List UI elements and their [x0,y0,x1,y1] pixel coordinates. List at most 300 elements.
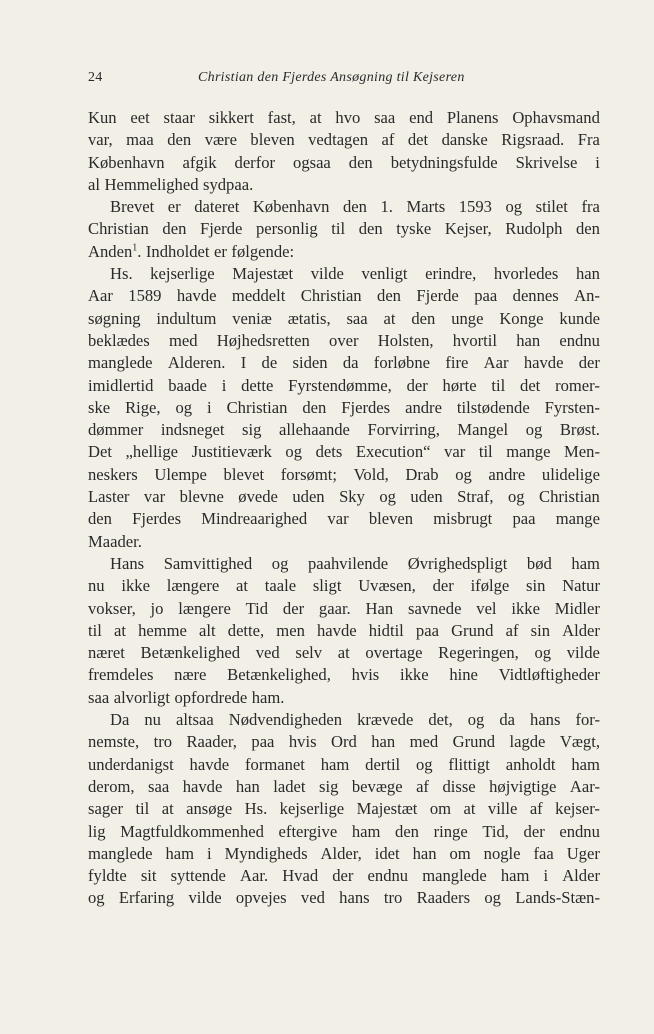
word: Aar- [569,776,600,796]
word: Anden$^1$. [88,241,142,261]
text-line [88,531,600,553]
word: til [331,219,346,239]
word: af [505,620,519,640]
word: men [276,620,305,640]
word: lig [88,821,106,841]
word: Da [110,710,130,730]
word: Vægt, [559,732,600,752]
word: København [88,152,165,172]
word: sligt [312,576,342,596]
word: beklædes [88,330,150,350]
word: af [381,130,395,150]
word: Uger [566,843,600,863]
word: for- [575,710,600,730]
word: saa [88,687,110,707]
word: Hs. [244,799,268,819]
word: siden [292,353,328,373]
word: Betænkelighed, [227,665,331,685]
word: Lands-Stæn- [515,888,600,908]
word: opfordrede [174,687,248,707]
word: hvo [335,108,361,127]
word: anholdt [505,754,556,774]
word: Rige, [125,397,161,417]
word: Samvittighed [163,553,253,573]
word: alvorligt [113,687,170,707]
word: Majestæt [356,799,418,819]
word: hidtil [368,620,404,640]
word: af [416,776,429,796]
word: til [478,442,493,462]
word: og [271,553,289,573]
word: sit [140,866,157,886]
word: disse [442,776,476,796]
word: at [236,576,248,596]
word: taale [264,576,297,596]
word: og [467,710,485,730]
word: og [285,442,302,462]
word: Myndigheds [224,843,308,863]
word: og [379,487,396,507]
word: til [88,620,102,640]
word: altsaa [175,710,214,730]
word: hine [449,665,478,685]
word: derfor [234,152,276,172]
word: end [409,108,434,127]
word: havde [182,776,223,796]
word: Højhedsretten [216,330,310,350]
word: al [88,174,100,194]
word: og [88,888,105,908]
footnote-marker: 1 [132,242,138,254]
text-line [88,285,600,307]
word: fremdeles [88,665,154,685]
word: ham [571,754,600,774]
word: han [235,776,260,796]
word: ham [351,821,381,841]
word: nogle [483,843,521,863]
word: Brøst. [559,420,600,440]
text-line [88,352,600,374]
word: da [499,710,516,730]
word: ham. [251,687,285,707]
word: var [327,509,349,529]
word: endnu [559,330,600,350]
word: Kun [88,108,117,127]
word: „hellige [125,442,179,462]
word: Christian [226,397,288,417]
word: sydpaa. [203,174,254,194]
word: havde [189,754,230,774]
text-line [88,865,600,887]
word: nu [144,710,161,730]
running-title: Christian den Fjerdes Ansøgning til Kejseren [198,70,465,85]
word: var, [88,130,113,150]
text-line [88,196,600,218]
word: Alder [562,866,600,886]
word: havde [523,353,564,373]
word: Grund [452,732,496,752]
word: misbrugt [433,509,493,529]
word: Aar [483,353,509,373]
word: Indholdet [145,241,210,261]
word: saa [346,308,368,328]
word: Drab [405,464,439,484]
text-line [88,575,600,597]
word: om [429,799,452,819]
word: ved [300,888,325,908]
text-line [88,709,600,731]
word: Alderen. [167,353,226,373]
text-line [88,843,600,865]
word: er [167,197,181,217]
word: den [342,197,367,217]
word: Execution“ [355,442,431,462]
word: mange [506,442,551,462]
word: fire [445,353,469,373]
word: saa [374,108,396,127]
word: Fjerde [199,219,243,239]
text-line [88,441,600,463]
word: og [505,197,523,217]
word: var [444,442,466,462]
word: og [534,643,552,663]
word: Rigsraad. [501,130,565,150]
word: Alder, [320,843,362,863]
word: venligt [361,264,408,284]
word: Holsten, [377,330,434,350]
page-header [88,70,600,92]
word: Fjerde [416,286,459,306]
word: uden [292,487,325,507]
word: fyldte [88,866,127,886]
word: Vold, [353,464,389,484]
text-line [88,375,600,397]
word: kejserlige [279,799,345,819]
text-line [88,174,600,196]
word: bleven [250,130,295,150]
word: ringe [433,821,468,841]
word: tro [153,732,173,752]
word: idet [374,843,400,863]
word: hans [530,710,561,730]
word: at [161,799,174,819]
text-line [88,821,600,843]
word: 1589 [128,286,162,306]
word: ham [500,866,530,886]
word: af [529,799,543,819]
word: paa [251,732,275,752]
word: tyske [396,219,432,239]
word: overtage [365,643,423,663]
word: manglede [88,843,153,863]
word: søgning [88,308,141,328]
text-line [88,687,600,709]
word: ikke [511,598,540,618]
word: Betænkelighed [140,643,241,663]
word: han [516,330,541,350]
word: Konge [499,308,544,328]
word: Hans [110,553,145,573]
word: ikke [121,576,150,596]
word: I [240,353,247,373]
word: da [342,353,359,373]
word: Erfaring [118,888,175,908]
word: sikkert [208,108,254,127]
word: forsømt; [280,464,337,484]
word: Aar. [240,866,269,886]
word: Midler [554,598,600,618]
word: den [395,821,419,841]
text-line [88,263,600,285]
word: den [348,152,373,172]
word: Sky [339,487,365,507]
word: sin [526,576,546,596]
word: Raader, [186,732,237,752]
word: fast, [267,108,296,127]
word: nu [88,576,105,596]
word: til [135,799,150,819]
word: Straf, [457,487,494,507]
text-line [88,598,600,620]
word: sager [88,799,124,819]
word: forløbne [373,353,431,373]
text-line [88,308,600,330]
word: hans [339,888,370,908]
word: Majestæt [232,264,294,284]
text-line [88,397,600,419]
word: savnede [408,598,462,618]
word: Ulempe [154,464,207,484]
word: kejser- [555,799,600,819]
word: med [409,732,439,752]
word: 1593 [458,197,492,217]
word: det [520,375,541,395]
word: bleven [368,509,414,529]
text-line [88,419,600,441]
text-line [88,887,600,909]
word: dateret [194,197,240,217]
word: nemste, [88,732,140,752]
word: han [412,843,437,863]
word: kunde [559,308,600,328]
word: de [261,353,278,373]
word: Nødvendigheden [228,710,343,730]
word: og [507,487,525,507]
word: tro [383,888,403,908]
word: uden [410,487,443,507]
word: Uvæsen, [358,576,416,596]
word: var [143,487,166,507]
word: vilde [566,643,600,663]
word: gaar. [318,598,351,618]
word: ham [165,843,195,863]
word: i [595,152,600,172]
word: Marts [406,197,446,217]
word: er [214,241,227,261]
word: personlig [255,219,318,239]
word: ifølge [470,576,510,596]
text-line [88,508,600,530]
word: ætatis, [287,308,331,328]
word: der [406,375,428,395]
word: formanet [245,754,305,774]
text-line [88,776,600,798]
word: vel [476,598,497,618]
word: i [207,397,212,417]
word: Fjerdes [341,397,391,417]
word: der [578,353,600,373]
text-line [88,754,600,776]
text-line [88,642,600,664]
word: at [337,643,350,663]
word: med [168,330,198,350]
text-line [88,152,600,174]
word: det, [428,710,453,730]
word: endnu [559,821,600,841]
word: afgik [182,152,217,172]
word: den [576,219,600,239]
text-line [88,731,600,753]
word: ved [255,643,280,663]
word: følgende: [231,241,295,261]
word: Ord [330,732,357,752]
word: hvis [351,665,380,685]
word: indultum [156,308,217,328]
word: Christian [300,286,362,306]
word: alt [199,620,216,640]
word: sig [242,420,262,440]
page-number: 24 [88,70,103,85]
word: staar [163,108,195,127]
word: Hvad [282,866,319,886]
text-line [88,330,600,352]
word: ham [320,754,350,774]
word: selv [295,643,323,663]
word: krævede [357,710,414,730]
word: han [575,264,600,284]
word: Forvirring, [367,420,440,440]
word: sin [530,620,551,640]
word: der [282,598,305,618]
word: Brevet [110,197,155,217]
word: saa [148,776,170,796]
word: Regeringen, [438,643,519,663]
word: Øvrighedspligt [407,553,508,573]
word: danske [441,130,488,150]
word: om [449,843,471,863]
word: Laster [88,487,130,507]
word: dette [241,375,274,395]
word: romer- [555,375,600,395]
word: havde [317,620,357,640]
word: næret [88,643,125,663]
word: fra [581,197,600,217]
word: Fyrsten- [544,397,600,417]
word: dets [315,442,343,462]
word: endnu [367,866,409,886]
word: den [167,130,192,150]
text-line [88,464,600,486]
word: flittigt [448,754,490,774]
word: vedtagen [308,130,369,150]
word: paa [415,620,439,640]
word: kejserlige [150,264,215,284]
word: jo [150,598,164,618]
word: i [207,843,212,863]
word: til [491,375,506,395]
word: derom, [88,776,135,796]
word: meddelt [231,286,286,306]
text-line [88,664,600,686]
word: den [302,397,327,417]
word: Natur [562,576,600,596]
word: den [162,219,187,239]
word: andre [405,397,442,417]
word: neskers [88,464,138,484]
word: Grund [451,620,494,640]
word: Men- [564,442,600,462]
word: vokser, [88,598,136,618]
word: Tid, [482,821,509,841]
word: Kejser, [444,219,492,239]
text-line [88,107,600,129]
word: Christian [88,219,149,239]
word: Raaders [416,888,471,908]
word: Hemmelighed [104,174,199,194]
word: sig [319,776,339,796]
word: i [543,866,549,886]
word: Justitieværk [191,442,272,462]
word: ladet [273,776,306,796]
word: ske [88,397,111,417]
word: indsneget [160,420,225,440]
word: øvede [238,487,278,507]
word: over [329,330,359,350]
word: paa [474,286,498,306]
word: højvigtige [489,776,557,796]
word: andre [488,464,526,484]
word: 1. [380,197,393,217]
word: Vidtløftigheder [498,665,600,685]
word: underdanigst [88,754,174,774]
word: Planens [446,108,499,127]
word: blevet [223,464,265,484]
word: der [523,821,545,841]
word: Han [365,598,394,618]
word: Skrivelse [515,152,578,172]
word: Ophavsmand [512,108,600,127]
word: Rudolph [505,219,563,239]
word: og [525,420,543,440]
word: hemme [138,620,187,640]
word: den [358,219,383,239]
word: og [416,754,433,774]
word: Tid [245,598,269,618]
word: eftergive [278,821,338,841]
word: stilet [535,197,568,217]
word: Aar [88,286,113,306]
word: eet [130,108,150,127]
word: Fra [577,130,600,150]
text-line [88,553,600,575]
word: Mangel [457,420,509,440]
word: ham [571,553,600,573]
word: Magtfuldkommenhed [120,821,264,841]
word: hvortil [452,330,497,350]
text-line [88,218,600,240]
word: han [371,732,396,752]
word: det [407,130,429,150]
